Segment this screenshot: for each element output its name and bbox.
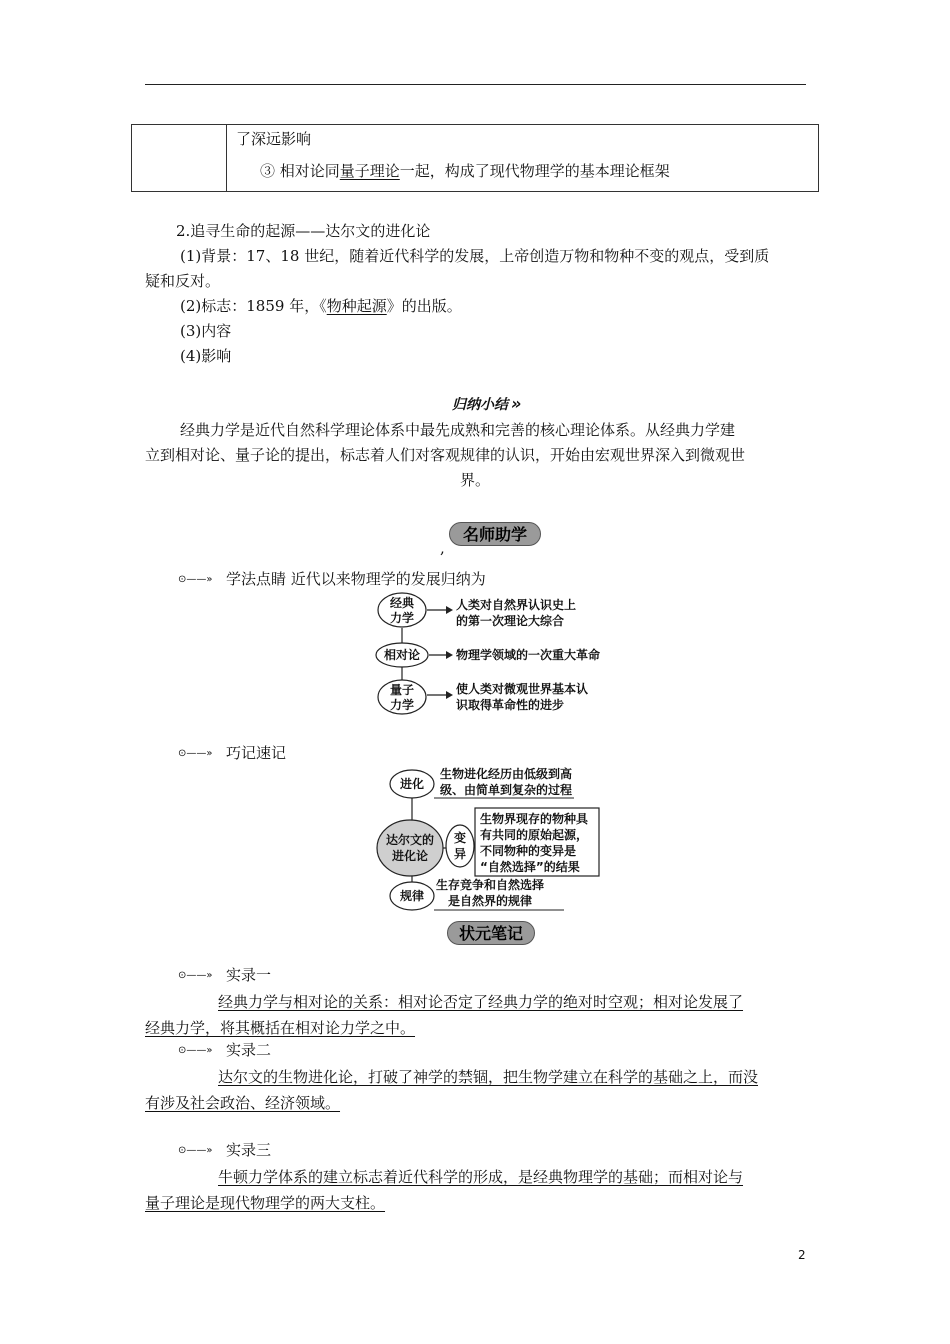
background-line1: (1)背景：17、18 世纪，随着近代科学的发展，上帝创造万物和物种不变的观点，受到质	[180, 247, 770, 265]
desc-variation: 生物界现存的物种具 有共同的原始起源， 不同物种的变异是 “自然选择”的结果	[480, 812, 589, 874]
desc-evolution: 生物进化经历由低级到高 级、由简单到复杂的过程	[440, 767, 573, 797]
table-cell-line2: ③ 相对论同量子理论一起，构成了现代物理学的基本理论框架	[260, 162, 670, 180]
arrow-marker-icon: ⊙——»	[178, 748, 213, 759]
summary-line1: 经典力学是近代自然科学理论体系中最先成熟和完善的核心理论体系。从经典力学建	[180, 421, 736, 439]
arrow-marker-icon: ⊙——»	[178, 1145, 213, 1156]
table-cell-line1: 了深远影响	[236, 130, 312, 148]
page-number: 2	[798, 1248, 806, 1262]
desc-law: 生存竞争和自然选择 是自然界的规律	[436, 878, 545, 908]
node-darwin-theory: 达尔文的 进化论	[385, 833, 434, 863]
record1-title: 实录一	[226, 966, 272, 984]
record2-line1: 达尔文的生物进化论，打破了神学的禁锢，把生物学建立在科学的基础之上，而没	[218, 1068, 759, 1086]
record3-line1: 牛顿力学体系的建立标志着近代科学的形成，是经典物理学的基础；而相对论与	[218, 1168, 744, 1186]
arrow-marker-icon: ⊙——»	[178, 970, 213, 981]
underlined-term: 物种起源	[326, 297, 387, 315]
record2-title: 实录二	[226, 1041, 272, 1059]
node-quantum-mechanics: 量子 力学	[389, 683, 414, 712]
summary-line2: 立到相对论、量子论的提出，标志着人们对客观规律的认识，开始由宏观世界深入到微观世	[145, 446, 746, 464]
content-label: (3)内容	[180, 322, 232, 340]
node-law: 规律	[399, 889, 424, 903]
summary-line3: 界。	[460, 471, 491, 489]
mingshi-badge: 名师助学	[449, 522, 541, 546]
record1-line1: 经典力学与相对论的关系：相对论否定了经典力学的绝对时空观；相对论发展了	[218, 993, 744, 1011]
desc-quantum-mechanics: 使人类对微观世界基本认 识取得革命性的进步	[456, 682, 589, 712]
record3-title: 实录三	[226, 1141, 272, 1159]
node-classical-mechanics: 经典 力学	[389, 596, 414, 625]
underlined-term: 量子理论	[339, 162, 400, 180]
qiaoji-title: 巧记速记	[226, 744, 287, 762]
stray-mark: ,	[440, 539, 445, 557]
desc-classical-mechanics: 人类对自然界认识史上 的第一次理论大综合	[456, 598, 577, 628]
node-evolution: 进化	[399, 777, 424, 791]
node-variation: 变 异	[453, 831, 466, 861]
sign-line: (2)标志：1859 年，《物种起源》的出版。	[180, 297, 462, 315]
section-title: 2.追寻生命的起源——达尔文的进化论	[176, 222, 431, 240]
desc-relativity: 物理学领域的一次重大革命	[456, 648, 601, 662]
record1-line2: 经典力学，将其概括在相对论力学之中。	[145, 1019, 416, 1037]
impact-label: (4)影响	[180, 347, 232, 365]
arrow-marker-icon: ⊙——»	[178, 1045, 213, 1056]
record3-line2: 量子理论是现代物理学的两大支柱。	[145, 1194, 386, 1212]
arrow-marker-icon: ⊙——»	[178, 574, 213, 585]
record2-line2: 有涉及社会政治、经济领域。	[145, 1094, 341, 1112]
header-rule	[145, 84, 806, 85]
xuefa-title: 学法点睛 近代以来物理学的发展归纳为	[226, 570, 486, 588]
background-line2: 疑和反对。	[145, 272, 221, 290]
table-column-divider	[226, 125, 227, 191]
zhuangyuan-badge: 状元笔记	[447, 921, 535, 945]
node-relativity: 相对论	[383, 648, 420, 662]
content-table	[131, 124, 819, 192]
summary-heading: 归纳小结 »	[452, 394, 522, 413]
